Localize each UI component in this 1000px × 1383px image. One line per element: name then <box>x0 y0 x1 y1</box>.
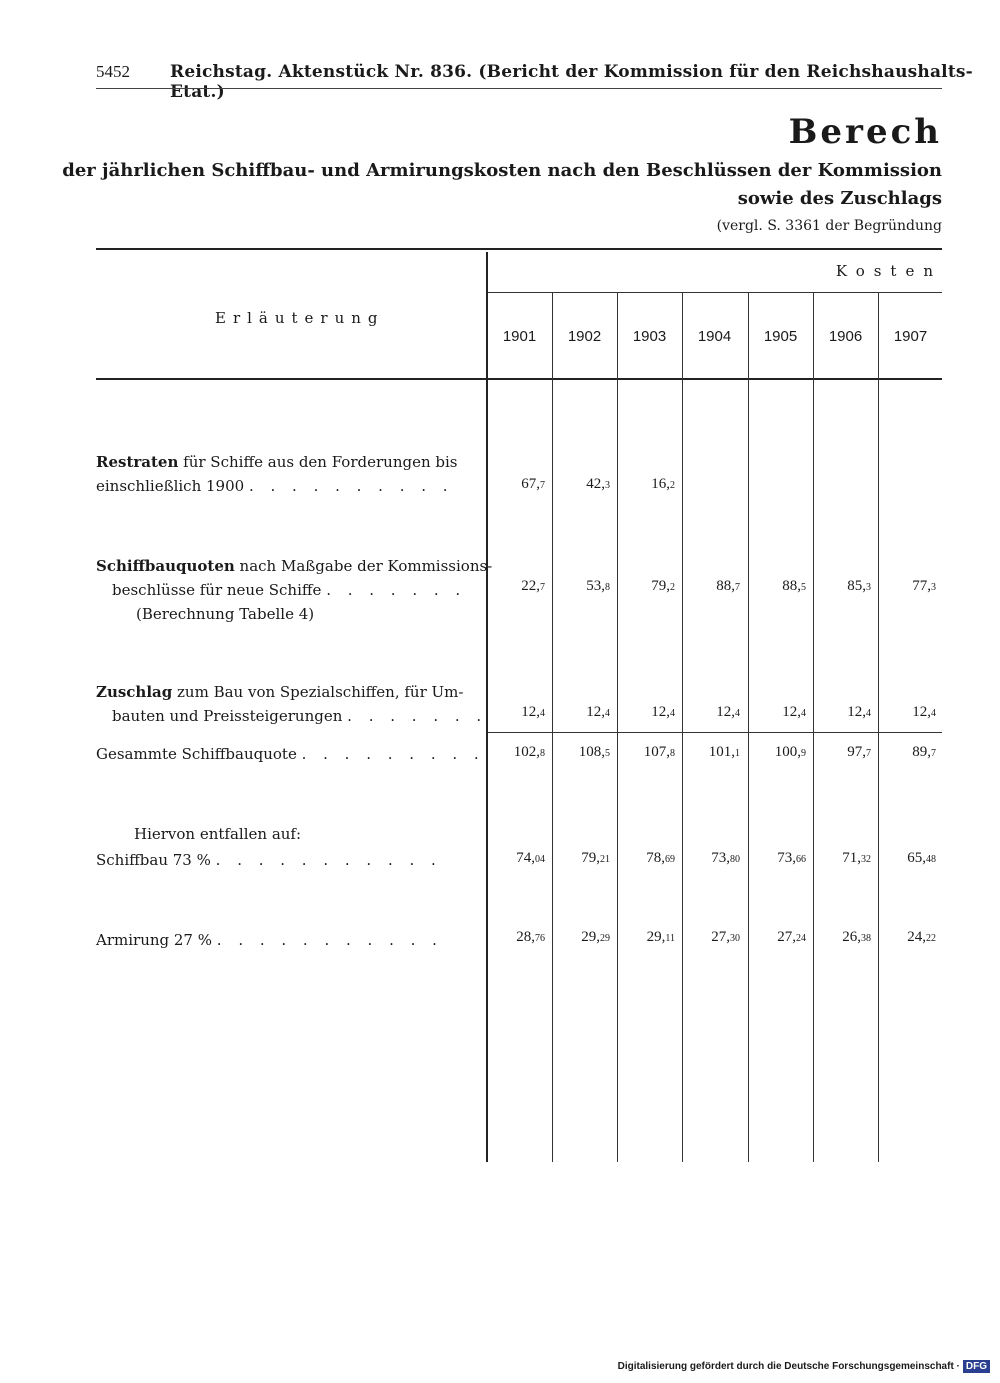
header-bottom-rule <box>96 378 942 380</box>
table-cell: 77,3 <box>912 578 936 594</box>
table-cell: 12,4 <box>912 704 936 720</box>
column-divider <box>813 292 814 1162</box>
table-cell: 53,8 <box>586 578 610 594</box>
table-top-rule <box>96 248 942 250</box>
table-cell: 65,48 <box>907 850 936 866</box>
table-cell: 12,4 <box>651 704 675 720</box>
table-cell: 29,29 <box>581 929 610 945</box>
year-header: 1903 <box>632 328 667 345</box>
table-cell: 67,7 <box>521 476 545 492</box>
year-header-rule <box>487 292 942 293</box>
table-cell: 88,7 <box>716 578 740 594</box>
erlaeuterung-header: Erläuterung <box>215 309 385 327</box>
table-cell: 74,04 <box>516 850 545 866</box>
table-cell: 12,4 <box>782 704 806 720</box>
row-label-total: Gesammte Schiffbauquote . . . . . . . . . <box>96 745 485 763</box>
title-line-2: sowie des Zuschlags <box>737 188 942 209</box>
year-header: 1902 <box>567 328 602 345</box>
table-cell: 16,2 <box>651 476 675 492</box>
table-cell: 29,11 <box>646 929 675 945</box>
row-label-schiffbau: Schiffbau 73 % . . . . . . . . . . . <box>96 851 442 869</box>
total-rule <box>487 732 942 733</box>
title-line-3: (vergl. S. 3361 der Begründung <box>716 218 942 234</box>
table-cell: 12,4 <box>716 704 740 720</box>
year-header: 1905 <box>763 328 798 345</box>
split-header: Hiervon entfallen auf: <box>134 825 302 843</box>
year-header: 1901 <box>502 328 537 345</box>
table-cell: 27,30 <box>711 929 740 945</box>
table-cell: 85,3 <box>847 578 871 594</box>
row-label-zuschlag: Zuschlag zum Bau von Spezialschiffen, für Um- bauten und Preissteigerungen . . . . . . . <box>96 683 488 725</box>
kosten-header: Kosten <box>835 262 942 280</box>
table-cell-total: 108,5 <box>578 744 610 760</box>
page-number: 5452 <box>96 62 130 81</box>
table-cell: 71,32 <box>842 850 871 866</box>
table-cell: 12,4 <box>586 704 610 720</box>
table-cell: 79,2 <box>651 578 675 594</box>
table-cell: 12,4 <box>521 704 545 720</box>
year-header: 1906 <box>828 328 863 345</box>
column-divider <box>617 292 618 1162</box>
row-label-schiffbauquoten: Schiffbauquoten nach Maßgabe der Kommissions- beschlüsse für neue Schiffe . . . . . . . (Berechnung Tabelle 4) <box>96 557 493 623</box>
table-cell: 27,24 <box>777 929 806 945</box>
table-cell-total: 102,8 <box>513 744 545 760</box>
table-cell: 78,69 <box>646 850 675 866</box>
column-divider <box>552 292 553 1162</box>
table-cell: 42,3 <box>586 476 610 492</box>
footer-credit: Digitalisierung gefördert durch die Deutsche Forschungsgemeinschaft · DFG <box>618 1360 990 1373</box>
header-rule <box>96 88 942 89</box>
table-cell-total: 89,7 <box>912 744 936 760</box>
document-title: Berech <box>788 112 942 152</box>
row-label-armirung: Armirung 27 % . . . . . . . . . . . <box>96 931 443 949</box>
column-divider <box>748 292 749 1162</box>
table-cell: 24,22 <box>907 929 936 945</box>
table-cell-total: 97,7 <box>847 744 871 760</box>
table-cell: 12,4 <box>847 704 871 720</box>
table-cell: 22,7 <box>521 578 545 594</box>
row-label-restraten: Restraten für Schiffe aus den Forderungen bis einschließlich 1900 . . . . . . . . . . <box>96 453 458 495</box>
table-cell: 26,38 <box>842 929 871 945</box>
year-header: 1904 <box>697 328 732 345</box>
table-cell-total: 107,8 <box>643 744 675 760</box>
table-cell: 79,21 <box>581 850 610 866</box>
column-divider <box>878 292 879 1162</box>
title-line-1: der jährlichen Schiffbau- und Armirungskosten nach den Beschlüssen der Kommission <box>62 160 942 181</box>
table-cell: 88,5 <box>782 578 806 594</box>
table-cell: 73,80 <box>711 850 740 866</box>
column-divider <box>682 292 683 1162</box>
table-cell-total: 101,1 <box>708 744 740 760</box>
table-cell-total: 100,9 <box>774 744 806 760</box>
table-cell: 28,76 <box>516 929 545 945</box>
running-title: Reichstag. Aktenstück Nr. 836. (Bericht der Kommission für den Reichshaushalts-Etat.) <box>170 62 973 102</box>
table-cell: 73,66 <box>777 850 806 866</box>
year-header: 1907 <box>893 328 928 345</box>
dfg-logo: DFG <box>963 1360 990 1373</box>
